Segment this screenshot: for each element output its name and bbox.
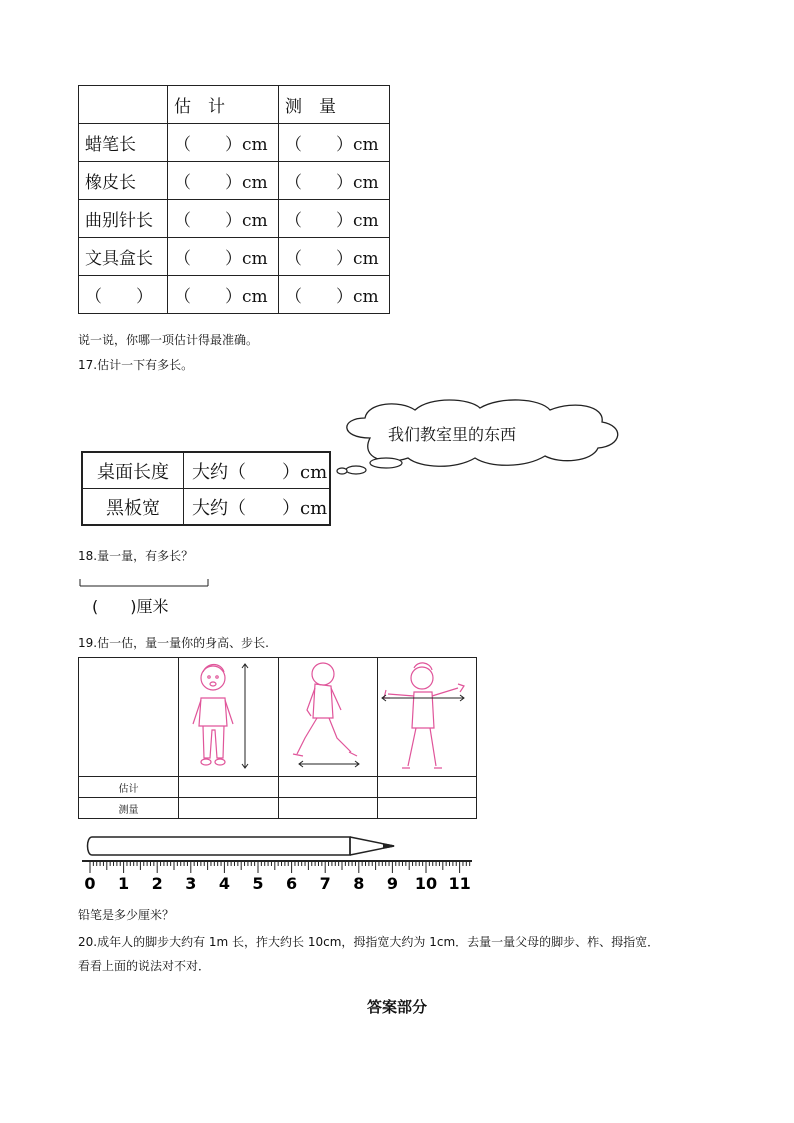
measure-cell[interactable]: （ ）cm bbox=[279, 200, 390, 238]
table-row bbox=[82, 489, 330, 526]
child-walking-figure bbox=[279, 658, 377, 772]
q16-followup-text: 说一说，你哪一项估计得最准确。 bbox=[78, 333, 259, 347]
ruler-label: 0 bbox=[84, 874, 96, 893]
estimate-height-cell[interactable] bbox=[179, 777, 279, 798]
height-figure-cell bbox=[179, 658, 279, 777]
estimate-cell[interactable]: （ ）cm bbox=[168, 276, 279, 314]
measure-cell[interactable]: （ ）cm bbox=[279, 162, 390, 200]
ruler-label: 8 bbox=[353, 874, 365, 893]
empty-corner-cell bbox=[79, 658, 179, 777]
ruler-label: 1 bbox=[118, 874, 130, 893]
table-header-cell bbox=[79, 86, 168, 124]
ruler-ticks bbox=[90, 861, 470, 873]
armspan-figure-cell bbox=[378, 658, 477, 777]
object-name: 黑板宽 bbox=[82, 489, 184, 526]
ruler-label: 2 bbox=[151, 874, 163, 893]
measure-cell[interactable]: （ ）cm bbox=[279, 124, 390, 162]
table-row bbox=[82, 452, 330, 489]
ruler-label: 3 bbox=[185, 874, 197, 893]
table-row bbox=[79, 777, 477, 798]
step-figure-cell bbox=[279, 658, 378, 777]
pencil-question: 铅笔是多少厘米？ bbox=[78, 908, 175, 922]
answers-heading: 答案部分 bbox=[366, 998, 427, 1016]
pencil-icon bbox=[88, 837, 395, 855]
row-label-estimate: 估计 bbox=[79, 777, 179, 798]
q19-title: 19.估一估，量一量你的身高、步长. bbox=[78, 636, 269, 650]
estimate-armspan-cell[interactable] bbox=[378, 777, 477, 798]
ruler-label: 4 bbox=[218, 874, 230, 893]
table-header-cell: 估 计 bbox=[168, 86, 279, 124]
measure-armspan-cell[interactable] bbox=[378, 798, 477, 819]
object-name: 桌面长度 bbox=[82, 452, 184, 489]
child-armspan-figure bbox=[378, 658, 476, 772]
q20-line1: 20.成年人的脚步大约有 1m 长，拃大约长 10cm，拇指宽大约为 1cm．去量一量父母的脚步、柞、拇指宽． bbox=[78, 935, 660, 949]
item-cell: 蜡笔长 bbox=[79, 124, 168, 162]
item-cell[interactable]: （ ） bbox=[79, 276, 168, 314]
table-header-row bbox=[79, 86, 390, 124]
ruler-label: 9 bbox=[386, 874, 398, 893]
estimate-cell[interactable]: （ ）cm bbox=[168, 162, 279, 200]
object-estimate[interactable]: 大约（ ）cm bbox=[184, 489, 331, 526]
q18-title: 18.量一量，有多长？ bbox=[78, 549, 194, 563]
classroom-objects-table bbox=[81, 451, 331, 526]
table-row bbox=[79, 658, 477, 777]
ruler-label: 5 bbox=[252, 874, 264, 893]
table-header-cell: 测 量 bbox=[279, 86, 390, 124]
measure-segment bbox=[79, 578, 211, 588]
q17-title: 17.估计一下有多长。 bbox=[78, 358, 194, 372]
object-estimate[interactable]: 大约（ ）cm bbox=[184, 452, 331, 489]
table-row bbox=[79, 200, 390, 238]
estimate-measure-table bbox=[78, 85, 390, 314]
ruler-label: 7 bbox=[319, 874, 331, 893]
ruler-labels bbox=[84, 874, 470, 893]
cloud-text: 我们教室里的东西 bbox=[388, 425, 517, 444]
item-cell: 橡皮长 bbox=[79, 162, 168, 200]
estimate-cell[interactable]: （ ）cm bbox=[168, 200, 279, 238]
row-label-measure: 测量 bbox=[79, 798, 179, 819]
item-cell: 曲别针长 bbox=[79, 200, 168, 238]
child-height-figure bbox=[179, 658, 278, 772]
item-cell: 文具盒长 bbox=[79, 238, 168, 276]
estimate-cell[interactable]: （ ）cm bbox=[168, 238, 279, 276]
pencil-ruler-figure bbox=[78, 834, 478, 894]
ruler-label: 10 bbox=[414, 874, 438, 893]
table-row bbox=[79, 124, 390, 162]
measure-height-cell[interactable] bbox=[179, 798, 279, 819]
estimate-cell[interactable]: （ ）cm bbox=[168, 124, 279, 162]
q20-line2: 看看上面的说法对不对． bbox=[78, 959, 211, 973]
table-row bbox=[79, 276, 390, 314]
ruler-label: 11 bbox=[448, 874, 471, 893]
measure-cell[interactable]: （ ）cm bbox=[279, 238, 390, 276]
table-row bbox=[79, 162, 390, 200]
measure-step-cell[interactable] bbox=[279, 798, 378, 819]
q18-answer: ( )厘米 bbox=[92, 597, 169, 616]
measure-cell[interactable]: （ ）cm bbox=[279, 276, 390, 314]
estimate-step-cell[interactable] bbox=[279, 777, 378, 798]
table-row bbox=[79, 238, 390, 276]
ruler-label: 6 bbox=[286, 874, 298, 893]
height-step-table bbox=[78, 657, 477, 819]
table-row bbox=[79, 798, 477, 819]
